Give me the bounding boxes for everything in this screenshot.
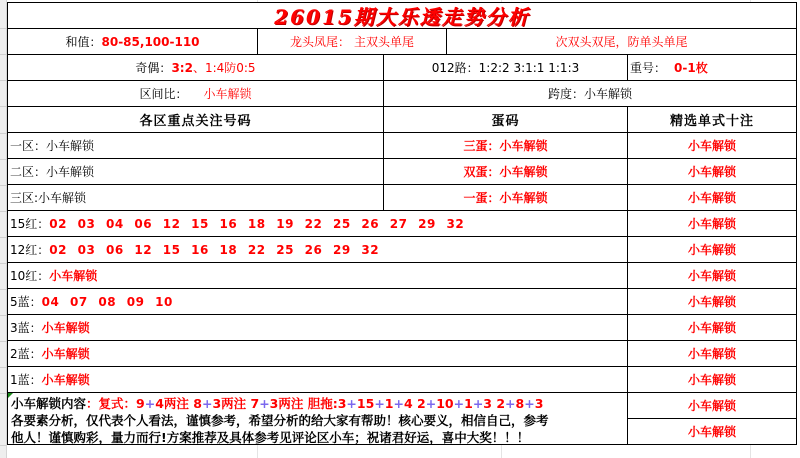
ticket-5[interactable]: [627, 236, 797, 263]
ticket-11[interactable]: [627, 392, 797, 419]
pick-row-1blue[interactable]: [7, 366, 628, 393]
road012-cell[interactable]: [383, 54, 628, 81]
pick-label: 2蓝：: [10, 347, 42, 361]
road012-value: 1:2:2 3:1:1 1:1:3: [478, 60, 580, 75]
ticket-6[interactable]: [627, 262, 797, 289]
pick-row-3blue[interactable]: [7, 314, 628, 341]
dan-row-1[interactable]: [383, 184, 628, 211]
pick-label: 1蓝：: [10, 373, 42, 387]
zone-label: 三区:: [10, 191, 39, 205]
head-tail-alt-cell[interactable]: [446, 28, 797, 55]
zone-label: 一区：: [10, 139, 47, 153]
zone-row-3[interactable]: [7, 184, 384, 211]
odd-even-cell[interactable]: [7, 54, 384, 81]
pick-label: 3蓝：: [10, 321, 42, 335]
pick-value: 小车解锁: [41, 373, 90, 387]
ticket-9[interactable]: [627, 340, 797, 367]
head-tail-cell[interactable]: [257, 28, 447, 55]
pick-value: 02 03 06 12 15 16 18 22 25 26 29 32: [49, 242, 380, 257]
plus-icon: +: [346, 396, 357, 411]
note-prefix: 小车解锁内容: [11, 396, 87, 411]
zone-ratio-label: 区间比：: [139, 87, 188, 101]
sum-cell[interactable]: [7, 28, 258, 55]
header-focus-label: 各区重点关注号码: [139, 114, 252, 129]
note-plan-segment: 1: [464, 396, 473, 411]
dan-value: 小车解锁: [499, 191, 548, 205]
note-cell[interactable]: [7, 392, 628, 445]
pick-label: 15红：: [10, 217, 50, 231]
ticket-value: 小车解锁: [687, 373, 736, 387]
plus-icon: +: [453, 396, 465, 411]
ticket-7[interactable]: [627, 288, 797, 315]
span-cell[interactable]: [383, 80, 797, 107]
pick-value: 02 03 04 06 12 15 16 18 19 22 25 26 27 29 32: [49, 216, 465, 231]
plus-icon: +: [425, 396, 437, 411]
pick-value: 小车解锁: [41, 347, 90, 361]
zone-ratio-value: 小车解锁: [203, 87, 252, 101]
note-plan-text: [86, 396, 543, 411]
odd-even-rest: 、1:4防0:5: [192, 61, 256, 75]
pick-row-5blue[interactable]: [7, 288, 628, 315]
ticket-value: 小车解锁: [687, 217, 736, 231]
note-plan-segment: 4 2: [403, 396, 426, 411]
page-title: 26015期大乐透走势分析: [274, 5, 530, 29]
note-plan-segment: 3两注 7: [212, 396, 260, 411]
ticket-2[interactable]: [627, 158, 797, 185]
header-dan-label: 蛋码: [491, 114, 520, 129]
ticket-value: 小车解锁: [687, 243, 736, 257]
dan-row-3[interactable]: [383, 132, 628, 159]
dan-label: 一蛋：: [463, 191, 500, 205]
note-plan-segment: 3两注 胆拖:3: [269, 396, 347, 411]
note-plan-segment: 8: [515, 396, 525, 411]
header-dan[interactable]: [383, 106, 628, 133]
repeat-value: 0-1枚: [674, 61, 708, 75]
pick-value: 04 07 08 09 10: [41, 294, 173, 309]
ticket-value: 小车解锁: [687, 295, 736, 309]
odd-even-label: 奇偶：: [135, 61, 172, 75]
pick-label: 10红：: [10, 269, 50, 283]
plus-icon: +: [374, 396, 385, 411]
dan-label: 双蛋：: [463, 165, 500, 179]
dan-label: 三蛋：: [463, 139, 500, 153]
repeat-cell[interactable]: [627, 54, 797, 81]
head-tail-label: 龙头凤尾：: [289, 35, 350, 49]
ticket-10[interactable]: [627, 366, 797, 393]
dan-row-2[interactable]: [383, 158, 628, 185]
note-plan-segment: 10: [436, 396, 454, 411]
road012-label: 012路：: [431, 61, 479, 75]
pick-row-15red[interactable]: [7, 210, 628, 237]
pick-value: 小车解锁: [41, 321, 90, 335]
ticket-value: 小车解锁: [687, 321, 736, 335]
plus-icon: +: [393, 396, 404, 411]
ticket-12[interactable]: [627, 418, 797, 445]
head-tail-alt-value: 次双头双尾，防单头单尾: [555, 35, 688, 49]
plus-icon: +: [201, 396, 213, 411]
zone-value: 小车解锁: [46, 139, 95, 153]
ticket-3[interactable]: [627, 184, 797, 211]
note-line-1: [11, 395, 543, 412]
ticket-value: 小车解锁: [687, 165, 736, 179]
head-tail-value: 主双头单尾: [354, 35, 415, 49]
comment-marker-icon: [8, 393, 13, 398]
sum-value: 80-85,100-110: [101, 34, 200, 49]
dan-value: 小车解锁: [499, 165, 548, 179]
repeat-label: 重号：: [630, 61, 667, 75]
span-value: 小车解锁: [584, 87, 633, 101]
plus-icon: +: [472, 396, 484, 411]
note-plan-segment: 15: [356, 396, 375, 411]
plus-icon: +: [259, 396, 270, 411]
pick-label: 5蓝：: [10, 295, 42, 309]
ticket-value: 小车解锁: [687, 399, 736, 413]
note-plan-segment: 3: [534, 396, 544, 411]
zone-value: 小车解锁: [38, 191, 87, 205]
ticket-value: 小车解锁: [687, 425, 736, 439]
zone-row-1[interactable]: [7, 132, 384, 159]
ticket-4[interactable]: [627, 210, 797, 237]
note-plan-segment: ：复式：9: [86, 396, 145, 411]
ticket-value: 小车解锁: [687, 347, 736, 361]
zone-ratio-cell[interactable]: [7, 80, 384, 107]
sum-label: 和值：: [65, 35, 102, 49]
note-line-2: 各要素分析，仅代表个人看法，谨慎参考，希望分析的给大家有帮助！核心要义，相信自己，参考: [11, 413, 549, 428]
pick-label: 12红：: [10, 243, 50, 257]
plus-icon: +: [505, 396, 516, 411]
zone-row-2[interactable]: [7, 158, 384, 185]
header-picks-label: 精选单式十注: [669, 114, 754, 129]
pick-row-12red[interactable]: [7, 236, 628, 263]
note-plan-segment: 4两注 8: [155, 396, 202, 411]
ticket-value: 小车解锁: [687, 191, 736, 205]
ticket-value: 小车解锁: [687, 269, 736, 283]
span-label: 跨度：: [547, 87, 584, 101]
pick-row-10red[interactable]: [7, 262, 628, 289]
pick-row-2blue[interactable]: [7, 340, 628, 367]
ticket-1[interactable]: [627, 132, 797, 159]
ticket-value: 小车解锁: [687, 139, 736, 153]
zone-value: 小车解锁: [46, 165, 95, 179]
plus-icon: +: [524, 396, 535, 411]
header-focus-numbers[interactable]: [7, 106, 384, 133]
note-line-3: 他人！谨慎购彩，量力而行!方案推荐及具体参考见评论区小车；祝诸君好运，喜中大奖！！！: [11, 430, 530, 445]
title-cell[interactable]: [7, 2, 797, 29]
note-plan-segment: 1: [384, 396, 394, 411]
zone-label: 二区：: [10, 165, 47, 179]
note-plan-segment: 3 2: [483, 396, 506, 411]
pick-value: 小车解锁: [49, 269, 98, 283]
row-header-strip: [0, 0, 7, 458]
plus-icon: +: [144, 396, 156, 411]
odd-even-main: 3:2: [171, 60, 193, 75]
ticket-8[interactable]: [627, 314, 797, 341]
dan-value: 小车解锁: [499, 139, 548, 153]
header-picks[interactable]: [627, 106, 797, 133]
